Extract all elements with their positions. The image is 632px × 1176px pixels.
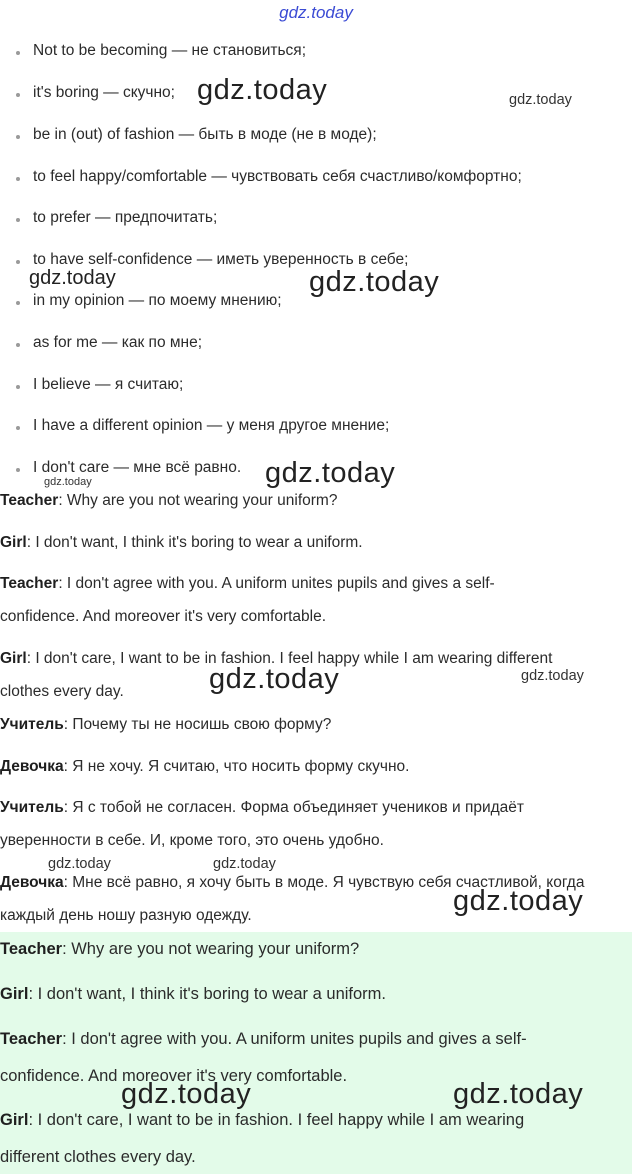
dialog-ru-line xyxy=(0,750,632,783)
dialog-ru-line xyxy=(0,708,632,741)
bullet-icon xyxy=(16,51,20,55)
watermark: gdz.today xyxy=(121,1078,252,1110)
list-item-text: it's boring — скучно; xyxy=(33,84,175,101)
watermark: gdz.today xyxy=(309,266,440,298)
speaker-name: Teacher xyxy=(0,940,63,958)
dialog-ru-line xyxy=(0,791,632,857)
dialog-en-line xyxy=(0,567,632,633)
list-item-text: to prefer — предпочитать; xyxy=(33,209,218,226)
bullet-icon xyxy=(16,218,20,222)
speaker-name: Girl xyxy=(0,985,29,1003)
bullet-icon xyxy=(16,468,20,472)
dialog-text-continued: different clothes every day. xyxy=(0,1148,196,1166)
list-item-text: as for me — как по мне; xyxy=(33,334,203,351)
answer-line xyxy=(0,1102,632,1176)
list-item-text: to feel happy/comfortable — чувствовать себя счастливо/комфортно; xyxy=(33,168,522,185)
speaker-name: Девочка xyxy=(0,874,64,891)
speaker-name: Girl xyxy=(0,534,27,551)
watermark: gdz.today xyxy=(209,663,340,695)
answer-line xyxy=(0,931,632,968)
watermark: gdz.today xyxy=(29,267,116,289)
watermark: gdz.today xyxy=(48,856,111,872)
watermark: gdz.today xyxy=(265,457,396,489)
watermark: gdz.today xyxy=(213,856,276,872)
dialog-text: : Я с тобой не согласен. Форма объединяет учеников и придаёт xyxy=(63,799,525,816)
speaker-name: Учитель xyxy=(0,716,64,733)
bullet-icon xyxy=(16,301,20,305)
bullet-icon xyxy=(16,135,20,139)
speaker-name: Девочка xyxy=(0,758,64,775)
dialog-text: : Я не хочу. Я считаю, что носить форму скучно. xyxy=(63,758,410,775)
dialog-text: : I don't want, I think it's boring to wear a uniform. xyxy=(26,534,363,551)
speaker-name: Teacher xyxy=(0,492,59,509)
watermark: gdz.today xyxy=(521,668,584,684)
dialog-text-continued: уверенности в себе. И, кроме того, это очень удобно. xyxy=(0,832,384,849)
speaker-name: Girl xyxy=(0,1111,29,1129)
watermark: gdz.today xyxy=(44,476,92,488)
dialog-text-continued: confidence. And moreover it's very comfortable. xyxy=(0,1067,348,1085)
watermark: gdz.today xyxy=(453,1078,584,1110)
list-item-text: be in (out) of fashion — быть в моде (не в моде); xyxy=(33,126,377,143)
bullet-icon xyxy=(16,343,20,347)
dialog-text: : Why are you not wearing your uniform? xyxy=(62,940,360,958)
list-item-text: I don't care — мне всё равно. xyxy=(33,459,242,476)
bullet-icon xyxy=(16,426,20,430)
dialog-text: : Мне всё равно, я хочу быть в моде. Я чувствую себя счастливой, когда xyxy=(63,874,585,891)
dialog-text: : I don't agree with you. A uniform unites pupils and gives a self- xyxy=(62,1030,527,1048)
bullet-icon xyxy=(16,385,20,389)
dialog-en-line xyxy=(0,526,632,559)
dialog-text: : Почему ты не носишь свою форму? xyxy=(63,716,332,733)
dialog-text-continued: clothes every day. xyxy=(0,683,124,700)
list-item-text: to have self-confidence — иметь уверенность в себе; xyxy=(33,251,409,268)
dialog-text: : Why are you not wearing your uniform? xyxy=(58,492,338,509)
bullet-icon xyxy=(16,177,20,181)
watermark: gdz.today xyxy=(197,74,328,106)
bullet-icon xyxy=(16,93,20,97)
answer-line xyxy=(0,976,632,1013)
watermark-top: gdz.today xyxy=(279,3,353,22)
dialog-text: : I don't care, I want to be in fashion. I feel happy while I am wearing xyxy=(28,1111,525,1129)
bullet-icon xyxy=(16,260,20,264)
dialog-text: : I don't care, I want to be in fashion. I feel happy while I am wearing different xyxy=(26,650,553,667)
dialog-text: : I don't want, I think it's boring to wear a uniform. xyxy=(28,985,386,1003)
dialog-text: : I don't agree with you. A uniform unites pupils and gives a self- xyxy=(58,575,495,592)
watermark: gdz.today xyxy=(453,885,584,917)
speaker-name: Teacher xyxy=(0,575,59,592)
watermark: gdz.today xyxy=(509,92,572,108)
speaker-name: Учитель xyxy=(0,799,64,816)
dialog-text-continued: confidence. And moreover it's very comfortable. xyxy=(0,608,327,625)
list-item-text: Not to be becoming — не становиться; xyxy=(33,42,307,59)
list-item-text: I believe — я считаю; xyxy=(33,376,184,393)
dialog-text-continued: каждый день ношу разную одежду. xyxy=(0,907,252,924)
list-item-text: I have a different opinion — у меня другое мнение; xyxy=(33,417,390,434)
speaker-name: Teacher xyxy=(0,1030,63,1048)
speaker-name: Girl xyxy=(0,650,27,667)
list-item-text: in my opinion — по моему мнению; xyxy=(33,292,282,309)
